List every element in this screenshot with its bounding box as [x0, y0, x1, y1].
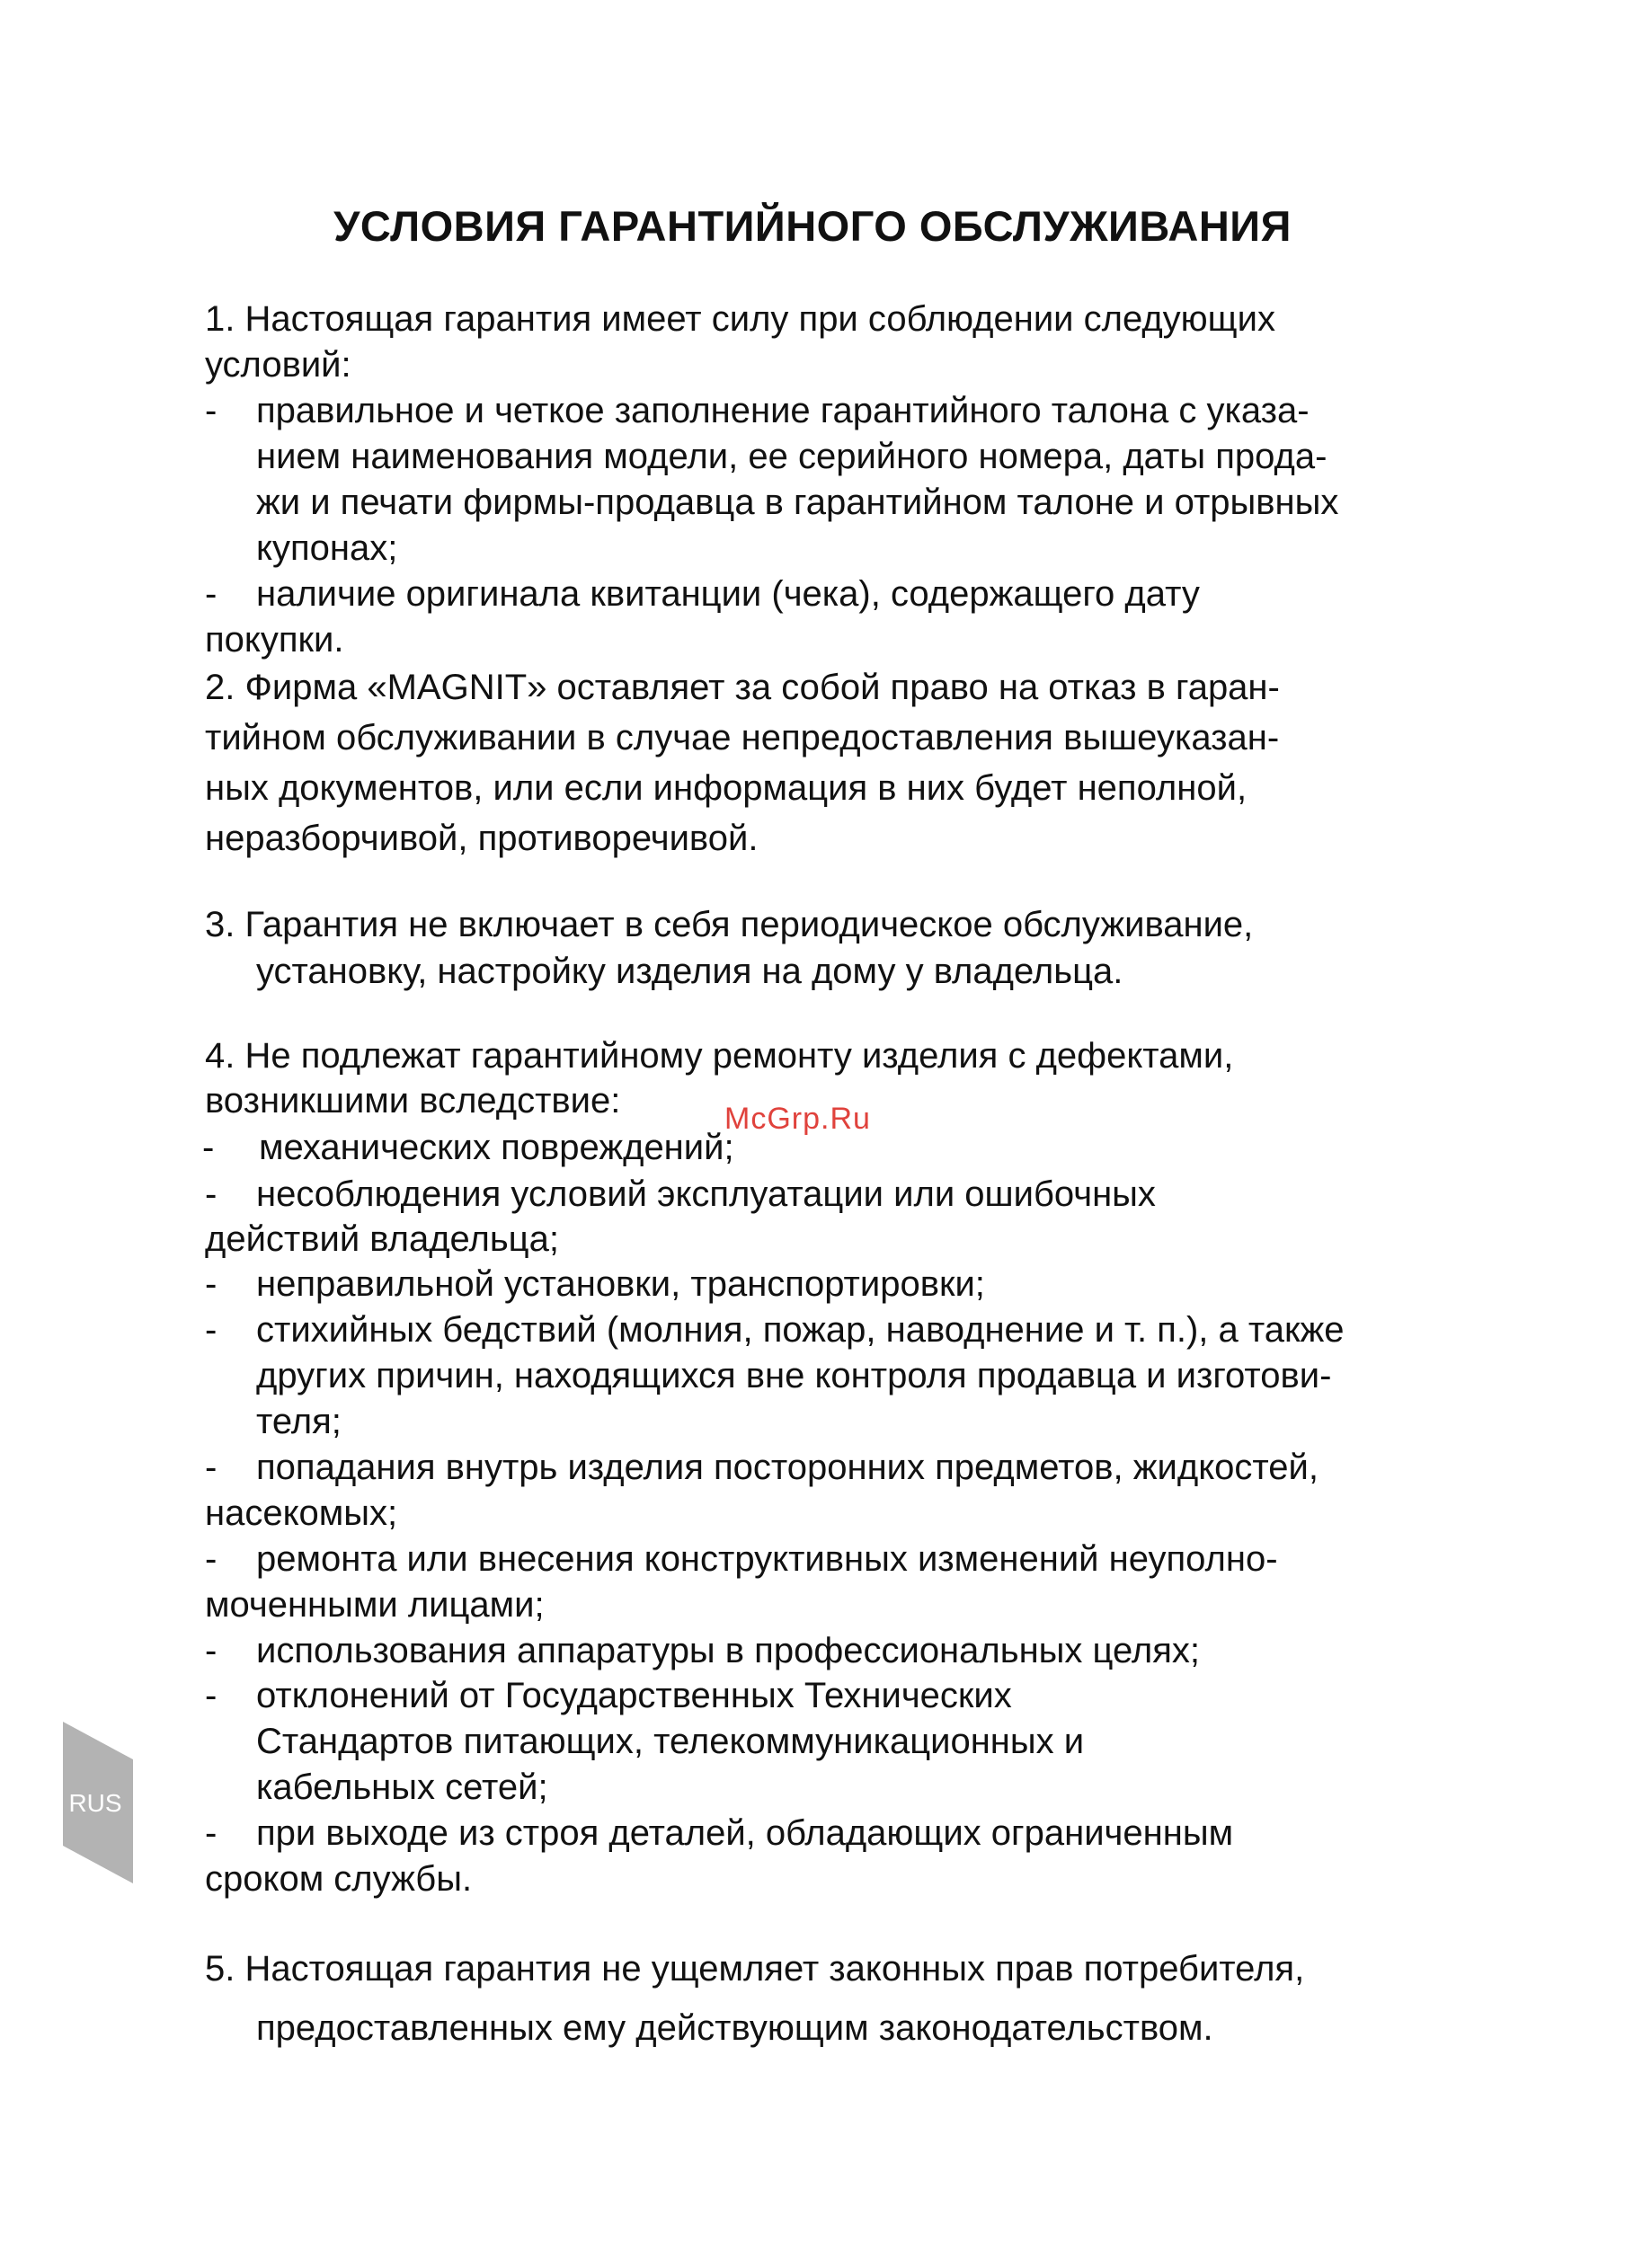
- list-bullet: -: [205, 391, 218, 430]
- language-tab-label: RUS: [68, 1789, 122, 1817]
- list-item-line: действий владельца;: [205, 1219, 559, 1259]
- paragraph-5-line: предоставленных ему действующим законодательством.: [256, 2008, 1213, 2048]
- list-item-line: кабельных сетей;: [256, 1767, 548, 1807]
- paragraph-1-line: 1. Настоящая гарантия имеет силу при соблюдении следующих: [205, 299, 1275, 339]
- list-bullet: -: [205, 1813, 218, 1853]
- paragraph-2-line: 2. Фирма «MAGNIT» оставляет за собой право на отказ в гаран-: [205, 668, 1280, 707]
- paragraph-4-line: 4. Не подлежат гарантийному ремонту изделия с дефектами,: [205, 1036, 1234, 1076]
- list-item-line: насекомых;: [205, 1493, 398, 1533]
- paragraph-3-line: 3. Гарантия не включает в себя периодическое обслуживание,: [205, 905, 1254, 944]
- list-item-line: механических повреждений;: [259, 1128, 734, 1167]
- list-item-line: правильное и четкое заполнение гарантийного талона с указа-: [256, 391, 1310, 430]
- list-item-line: нием наименования модели, ее серийного номера, даты прода-: [256, 437, 1328, 476]
- list-item-line: жи и печати фирмы-продавца в гарантийном талоне и отрывных: [256, 483, 1339, 522]
- paragraph-2-line: тийном обслуживании в случае непредоставления вышеуказан-: [205, 718, 1280, 757]
- list-item-line: других причин, находящихся вне контроля продавца и изготови-: [256, 1356, 1332, 1395]
- list-item-line: отклонений от Государственных Технических: [256, 1676, 1012, 1715]
- list-item-line: при выходе из строя деталей, обладающих ограниченным: [256, 1813, 1234, 1853]
- list-item-line: сроком службы.: [205, 1859, 473, 1899]
- list-item-line: неправильной установки, транспортировки;: [256, 1264, 985, 1304]
- list-bullet: -: [205, 1676, 218, 1715]
- list-item-line: Стандартов питающих, телекоммуникационных и: [256, 1722, 1085, 1761]
- watermark-text: McGrp.Ru: [724, 1102, 871, 1136]
- list-item-line: несоблюдения условий эксплуатации или ошибочных: [256, 1174, 1156, 1214]
- list-item-line: моченными лицами;: [205, 1585, 545, 1625]
- list-item-line: покупки.: [205, 620, 344, 660]
- list-item-line: использования аппаратуры в профессиональных целях;: [256, 1631, 1201, 1670]
- list-bullet: -: [205, 1174, 218, 1214]
- list-bullet: -: [205, 1310, 218, 1350]
- page-title: УСЛОВИЯ ГАРАНТИЙНОГО ОБСЛУЖИВАНИЯ: [333, 202, 1292, 250]
- list-bullet: -: [205, 1631, 218, 1670]
- list-item-line: теля;: [256, 1402, 342, 1441]
- list-item-line: ремонта или внесения конструктивных изменений неуполно-: [256, 1539, 1278, 1579]
- paragraph-2-line: неразборчивой, противоречивой.: [205, 819, 759, 858]
- paragraph-3-line: установку, настройку изделия на дому у владельца.: [256, 952, 1123, 991]
- list-bullet: -: [205, 1264, 218, 1304]
- list-bullet: -: [205, 574, 218, 614]
- list-item-line: купонах;: [256, 528, 398, 568]
- list-bullet: -: [205, 1448, 218, 1487]
- paragraph-4-line: возникшими вследствие:: [205, 1081, 621, 1121]
- paragraph-1-line: условий:: [205, 345, 351, 385]
- paragraph-5-line: 5. Настоящая гарантия не ущемляет законных прав потребителя,: [205, 1949, 1305, 1989]
- paragraph-2-line: ных документов, или если информация в них будет неполной,: [205, 768, 1248, 808]
- list-item-line: наличие оригинала квитанции (чека), содержащего дату: [256, 574, 1200, 614]
- list-item-line: стихийных бедствий (молния, пожар, наводнение и т. п.), а также: [256, 1310, 1345, 1350]
- list-bullet: -: [202, 1128, 215, 1167]
- language-tab: [63, 1722, 135, 1883]
- list-item-line: попадания внутрь изделия посторонних предметов, жидкостей,: [256, 1448, 1319, 1487]
- list-bullet: -: [205, 1539, 218, 1579]
